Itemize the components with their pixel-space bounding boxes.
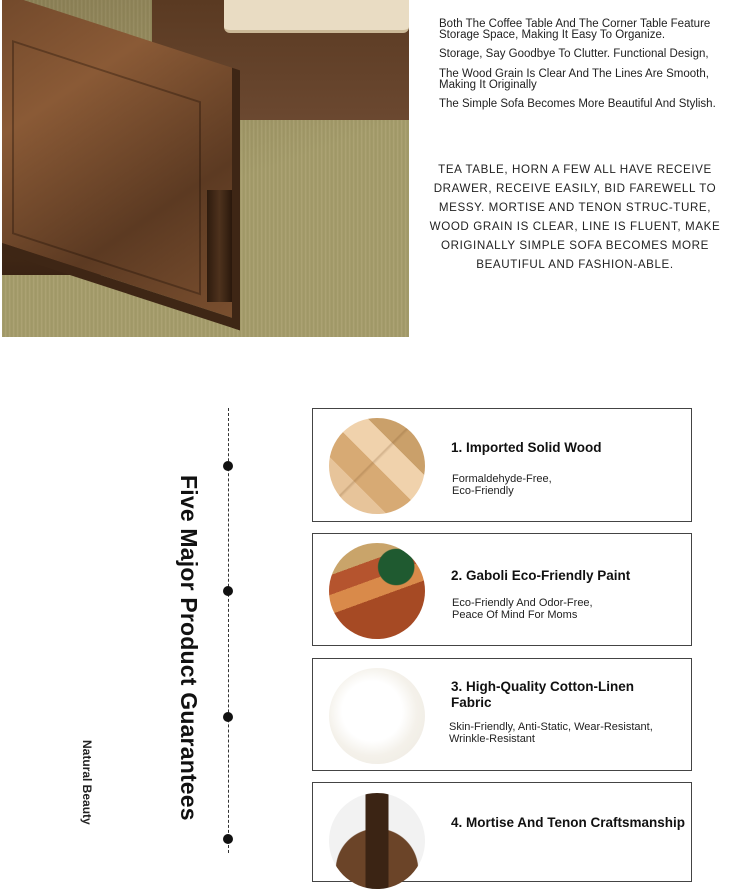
desc-line-3: The Wood Grain Is Clear And The Lines Are Smooth, Making It Originally — [439, 68, 709, 91]
desc-line-4: The Simple Sofa Becomes More Beautiful And Stylish. — [439, 98, 716, 110]
table-leg — [207, 190, 232, 302]
timeline-dot — [223, 586, 233, 596]
feature-description — [439, 19, 744, 119]
guarantee-title: 1. Imported Solid Wood — [451, 440, 602, 455]
paint-brush-icon — [329, 543, 425, 639]
mortise-tenon-icon — [329, 793, 425, 889]
guarantee-desc: Skin-Friendly, Anti-Static, Wear-Resistant, Wrinkle-Resistant — [449, 721, 653, 745]
uppercase-description: TEA TABLE, HORN A FEW ALL HAVE RECEIVE DRAWER, RECEIVE EASILY, BID FAREWELL TO MESSY. MORTISE AND TENON STRUC-TURE, WOOD GRAIN IS CLEAR, LINE IS FLUENT, MAKE ORIGINALLY SIMPLE SOFA BECOMES MORE BEAUTIFUL AND FASHION-ABLE. — [429, 163, 721, 271]
desc-line-2: Storage, Say Goodbye To Clutter. Functional Design, — [439, 48, 709, 60]
timeline-dot — [223, 834, 233, 844]
timeline-dot — [223, 461, 233, 471]
timeline-line — [228, 408, 229, 853]
wood-blocks-icon — [329, 418, 425, 514]
guarantee-title: 3. High-Quality Cotton-Linen Fabric — [451, 679, 634, 710]
timeline-dot — [223, 712, 233, 722]
section-subtitle: Natural Beauty — [80, 740, 94, 825]
guarantee-title: 4. Mortise And Tenon Craftsmanship — [451, 815, 686, 830]
guarantee-card — [312, 533, 692, 646]
guarantee-desc: Eco-Friendly And Odor-Free, Peace Of Mind For Moms — [452, 597, 593, 621]
section-title: Five Major Product Guarantees — [176, 475, 202, 821]
guarantee-card — [312, 408, 692, 522]
guarantee-title: 2. Gaboli Eco-Friendly Paint — [451, 568, 631, 583]
guarantee-desc: Formaldehyde-Free, Eco-Friendly — [452, 473, 552, 497]
guarantee-card — [312, 658, 692, 771]
guarantee-card — [312, 782, 692, 882]
sofa-cushion — [224, 0, 409, 33]
desc-line-1: Both The Coffee Table And The Corner Table Feature Storage Space, Making It Easy To Organize. — [439, 18, 711, 41]
fabric-icon — [329, 668, 425, 764]
product-photo — [2, 0, 409, 337]
